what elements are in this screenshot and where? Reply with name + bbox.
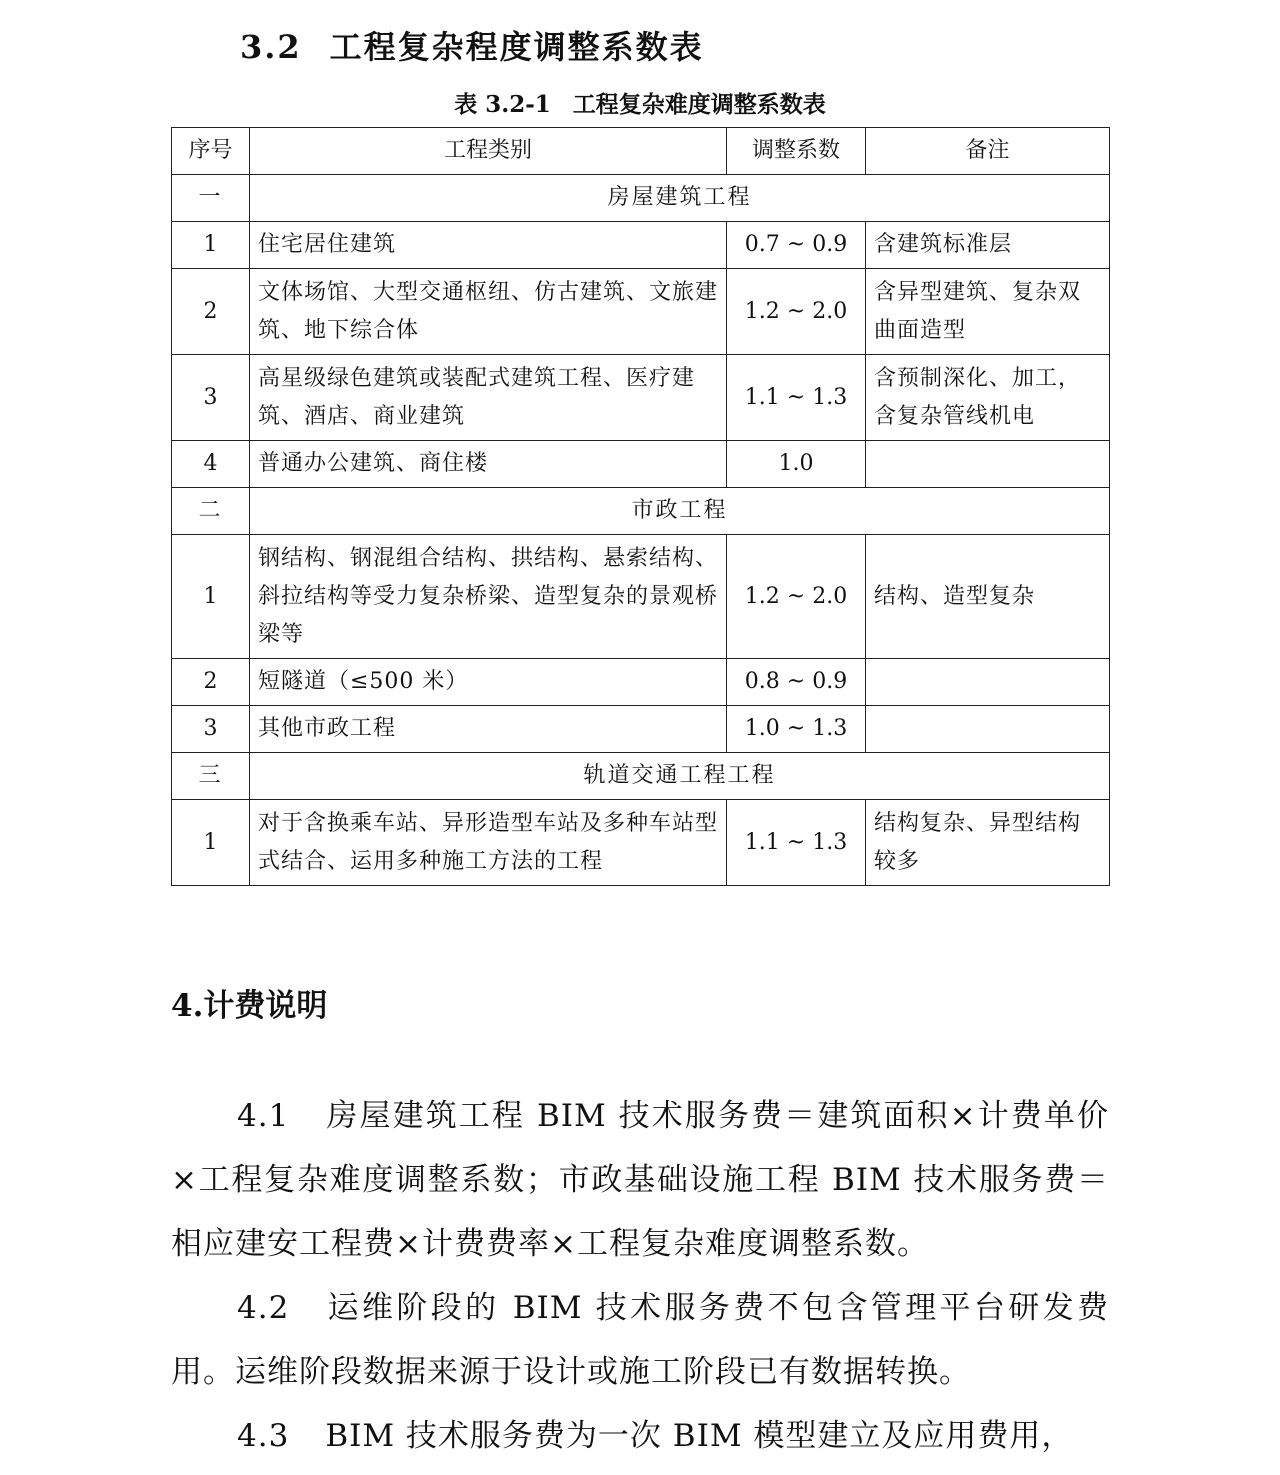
row-coefficient: 1.0 ~ 1.3 [727,706,866,753]
section-title: 工程复杂程度调整系数表 [329,28,704,66]
row-number: 2 [172,269,250,355]
table-caption-number: 表 3.2-1 [454,91,551,118]
header-cell-note: 备注 [866,128,1110,175]
row-coefficient: 1.1 ~ 1.3 [727,800,866,886]
row-note: 结构复杂、异型结构较多 [866,800,1110,886]
row-coefficient: 1.2 ~ 2.0 [727,535,866,659]
row-note: 含异型建筑、复杂双曲面造型 [866,269,1110,355]
group-index: 二 [172,488,250,535]
paragraph-number: 4.1 [237,1098,290,1134]
group-row [172,753,1110,800]
table-caption-title: 工程复杂难度调整系数表 [572,91,826,118]
table-row [172,800,1110,886]
header-cell-index: 序号 [172,128,250,175]
row-category: 其他市政工程 [250,706,727,753]
section-number: 3.2 [240,28,302,66]
row-note [866,659,1110,706]
row-number: 4 [172,441,250,488]
header-cell-category: 工程类别 [250,128,727,175]
chapter-number: 4. [171,988,204,1024]
group-name: 房屋建筑工程 [250,175,1110,222]
table-row [172,441,1110,488]
paragraph-number: 4.2 [237,1290,290,1326]
row-number: 1 [172,535,250,659]
table-row [172,706,1110,753]
row-category: 对于含换乘车站、异形造型车站及多种车站型式结合、运用多种施工方法的工程 [250,800,727,886]
row-coefficient: 0.7 ~ 0.9 [727,222,866,269]
table-row [172,535,1110,659]
group-name: 轨道交通工程工程 [250,753,1110,800]
group-row [172,175,1110,222]
group-index: 一 [172,175,250,222]
paragraph-text: 运维阶段的 BIM 技术服务费不包含管理平台研发费用。运维阶段数据来源于设计或施工阶段已有数据转换。 [171,1290,1109,1390]
paragraph-4-2 [171,1276,1109,1404]
paragraph-text: 房屋建筑工程 BIM 技术服务费＝建筑面积×计费单价×工程复杂难度调整系数；市政基础设施工程 BIM 技术服务费＝相应建安工程费×计费费率×工程复杂难度调整系数。 [171,1098,1109,1262]
paragraph-number: 4.3 [237,1418,290,1454]
paragraph-text: BIM 技术服务费为一次 BIM 模型建立及应用费用， [325,1418,1074,1454]
section-heading [240,22,704,68]
row-category: 普通办公建筑、商住楼 [250,441,727,488]
row-category: 钢结构、钢混组合结构、拱结构、悬索结构、斜拉结构等受力复杂桥梁、造型复杂的景观桥梁等 [250,535,727,659]
row-number: 3 [172,355,250,441]
row-category: 短隧道（≤500 米） [250,659,727,706]
row-note [866,706,1110,753]
row-category: 住宅居住建筑 [250,222,727,269]
group-name: 市政工程 [250,488,1110,535]
paragraph-4-1 [171,1084,1109,1276]
group-row [172,488,1110,535]
table-row [172,659,1110,706]
paragraph-4-3 [171,1404,1109,1468]
header-cell-coefficient: 调整系数 [727,128,866,175]
table-row [172,355,1110,441]
group-index: 三 [172,753,250,800]
row-coefficient: 1.0 [727,441,866,488]
row-coefficient: 0.8 ~ 0.9 [727,659,866,706]
row-number: 1 [172,222,250,269]
adjustment-coefficient-table [171,127,1110,886]
row-note: 含预制深化、加工，含复杂管线机电 [866,355,1110,441]
table-header-row [172,128,1110,175]
table-row [172,269,1110,355]
row-number: 3 [172,706,250,753]
row-note: 结构、造型复杂 [866,535,1110,659]
row-number: 1 [172,800,250,886]
row-coefficient: 1.1 ~ 1.3 [727,355,866,441]
chapter-heading [171,980,327,1025]
row-note [866,441,1110,488]
row-note: 含建筑标准层 [866,222,1110,269]
row-category: 高星级绿色建筑或装配式建筑工程、医疗建筑、酒店、商业建筑 [250,355,727,441]
table-caption [0,86,1280,119]
row-coefficient: 1.2 ~ 2.0 [727,269,866,355]
table-row [172,222,1110,269]
row-number: 2 [172,659,250,706]
chapter-title: 计费说明 [203,988,328,1024]
row-category: 文体场馆、大型交通枢纽、仿古建筑、文旅建筑、地下综合体 [250,269,727,355]
